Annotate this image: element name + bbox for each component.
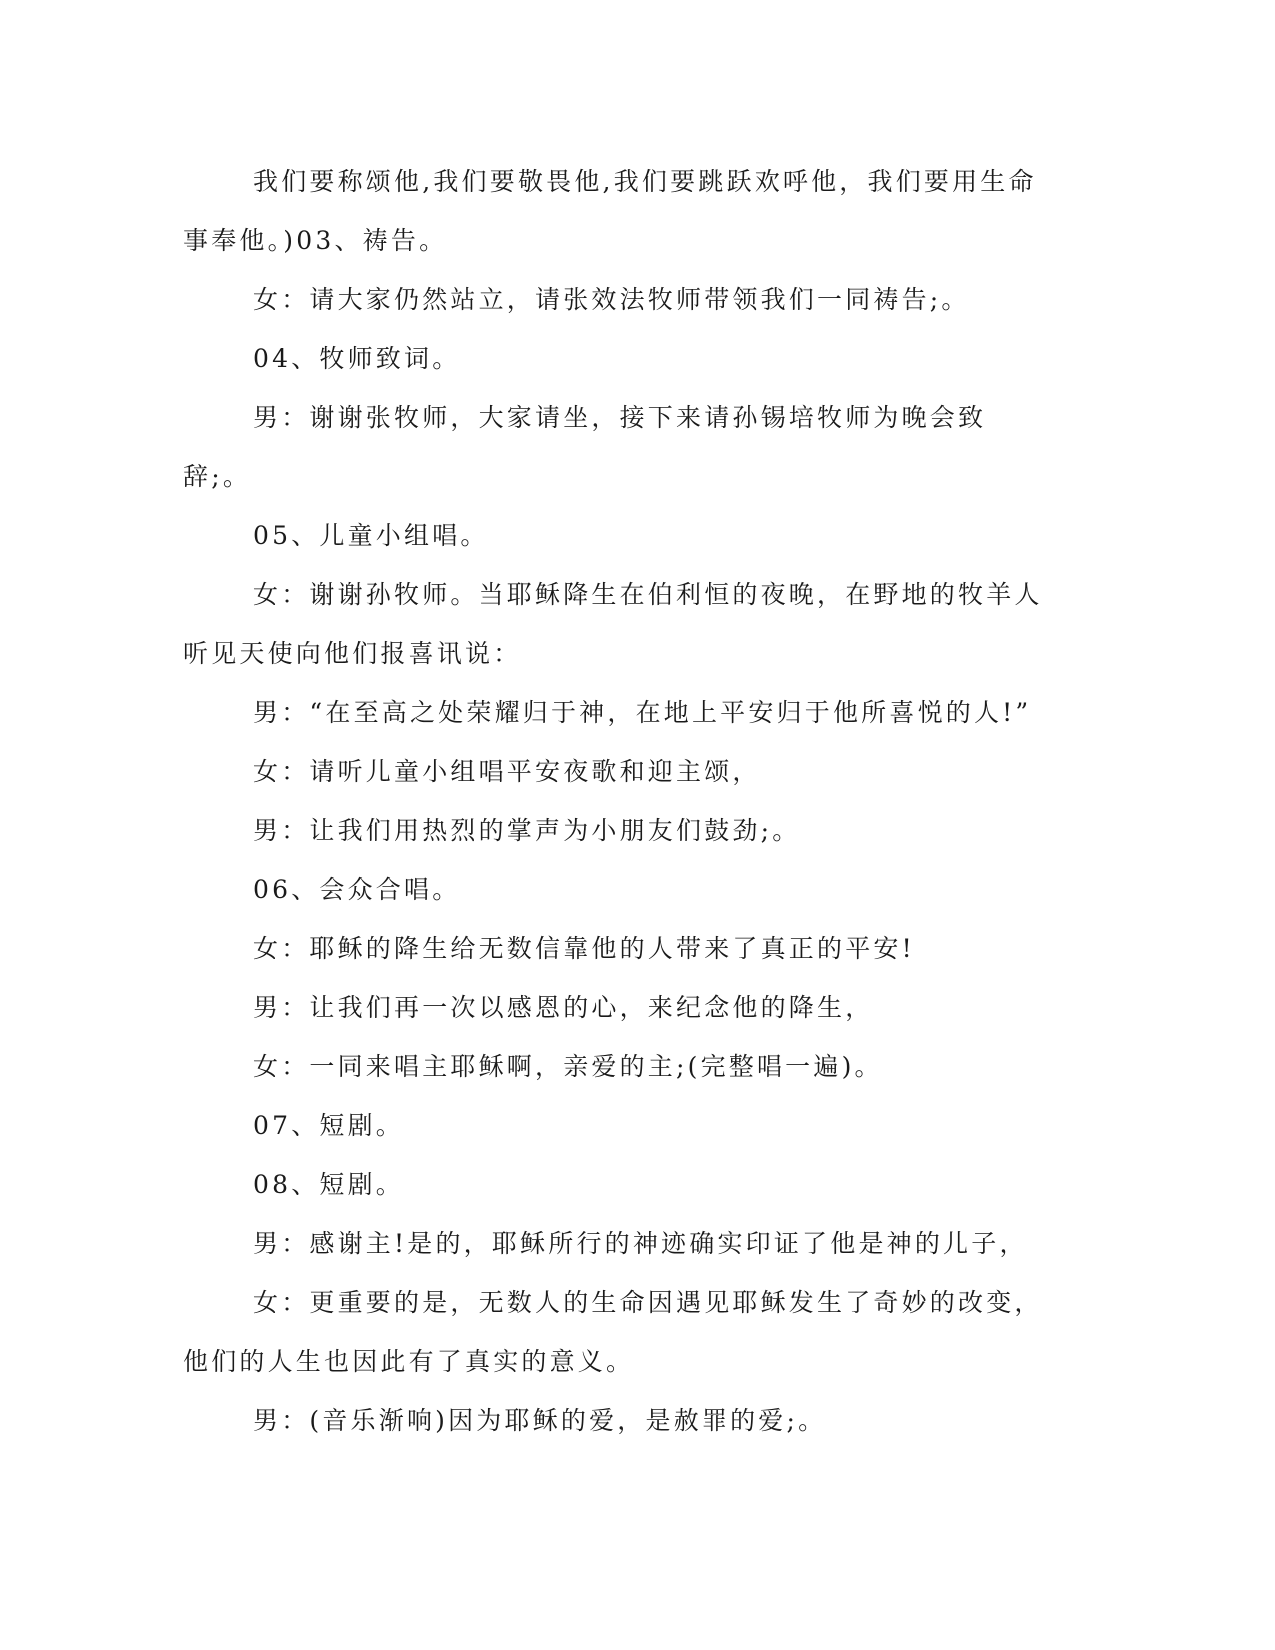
section-heading-07: 07、短剧。 — [253, 1111, 405, 1140]
section-heading-08: 08、短剧。 — [253, 1170, 405, 1199]
paragraph-children-song: 女：请听儿童小组唱平安夜歌和迎主颂， — [253, 757, 761, 786]
paragraph-peace: 女：耶稣的降生给无数信靠他的人带来了真正的平安! — [253, 934, 915, 963]
paragraph-glory: 男：“在至高之处荣耀归于神，在地上平安归于他所喜悦的人!” — [253, 698, 1032, 727]
paragraph-remember: 男：让我们再一次以感恩的心，来纪念他的降生， — [253, 993, 874, 1022]
paragraph-love: 男：(音乐渐响)因为耶稣的爱，是赦罪的爱;。 — [253, 1406, 827, 1435]
section-heading-05: 05、儿童小组唱。 — [253, 521, 489, 550]
paragraph-sing-together: 女：一同来唱主耶稣啊，亲爱的主;(完整唱一遍)。 — [253, 1052, 883, 1081]
paragraph-miracles: 男：感谢主!是的，耶稣所行的神迹确实印证了他是神的儿子， — [253, 1229, 1028, 1258]
paragraph-shepherds: 女：谢谢孙牧师。当耶稣降生在伯利恒的夜晚，在野地的牧羊人听见天使向他们报喜讯说： — [183, 580, 1043, 668]
paragraph-change: 女：更重要的是，无数人的生命因遇见耶稣发生了奇妙的改变，他们的人生也因此有了真实的意义。 — [183, 1288, 1043, 1376]
paragraph-prayer-intro: 女：请大家仍然站立，请张效法牧师带领我们一同祷告;。 — [253, 285, 970, 314]
paragraph-praise: 我们要称颂他,我们要敬畏他,我们要跳跃欢呼他，我们要用生命事奉他。)03、祷告。 — [183, 167, 1037, 255]
paragraph-pastor-speech: 男：谢谢张牧师，大家请坐，接下来请孙锡培牧师为晚会致辞;。 — [183, 403, 987, 491]
paragraph-applause: 男：让我们用热烈的掌声为小朋友们鼓劲;。 — [253, 816, 801, 845]
section-heading-04: 04、牧师致词。 — [253, 344, 461, 373]
document-page — [183, 152, 1043, 1450]
section-heading-06: 06、会众合唱。 — [253, 875, 461, 904]
